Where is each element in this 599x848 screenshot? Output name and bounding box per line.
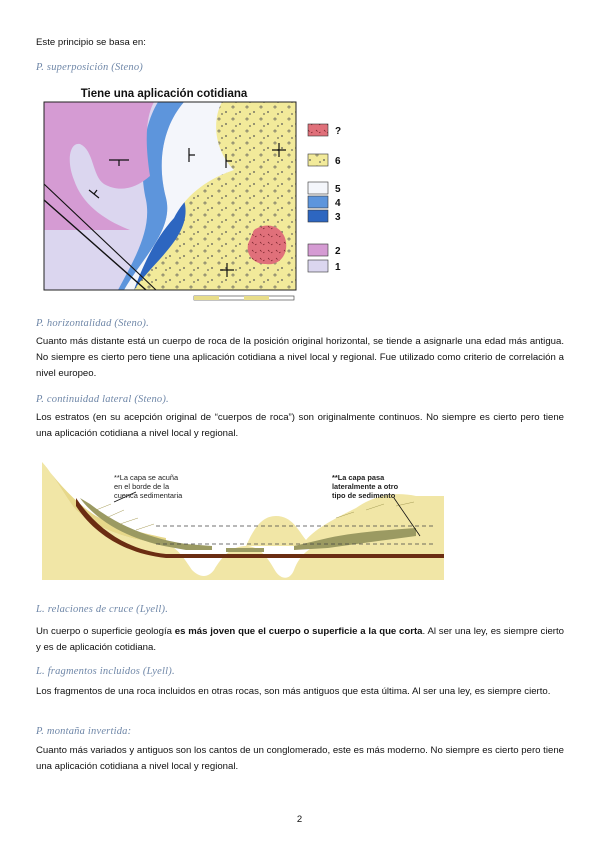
note-left-2: en el borde de la [114,482,170,491]
legend-label-6: 6 [335,156,341,167]
note-right-3: tipo de sedimento [332,491,396,500]
scale-bar [194,296,294,300]
legend-label-1: 1 [335,262,341,273]
intro-text: Este principio se basa en: [36,37,146,48]
legend-label-5: 5 [335,184,341,195]
figure1-title: Tiene una aplicación cotidiana [80,88,248,100]
note-right-1: **La capa pasa [332,473,385,482]
body-continuidad: Los estratos (en su acepción original de “cuerpos de roca”) son originalmente continuos. No siempre es cierto pero tiene una aplicación cotidiana a nivel local y regional. [36,412,564,439]
note-left-3: cuenca sedimentaria [114,491,183,500]
body-horizontalidad: Cuanto más distante está un cuerpo de roca de la posición original horizontal, se tiende a asignarle una edad más antigua. No siempre es cierto pero tiene una aplicación cotidiana a nivel local y regional. Fue utilizado como criterio de correlación a nivel europeo. [36,336,564,379]
body-cruce-end: . Al ser una ley, es siempre cierto y es de aplicación cotidiana. [36,626,564,653]
page-number: 2 [296,814,303,825]
heading-superposicion: P. superposición (Steno) [36,62,143,73]
body-cruce [36,624,564,656]
note-left-1: **La capa se acuña [114,473,179,482]
legend-label-q: ? [335,126,342,137]
note-right-2: lateralmente a otro [332,482,399,491]
body-cruce-start: Un cuerpo o superficie geología [36,626,175,637]
heading-fragmentos: L. fragmentos incluidos (Lyell). [36,666,175,677]
body-montana: Cuanto más variados y antiguos son los cantos de un conglomerado, este es más moderno. No siempre es cierto pero tiene una aplicación cotidiana a nivel local y regional. [36,745,564,772]
legend-label-3: 3 [335,212,341,223]
body-cruce-bold: es más joven que el cuerpo o superficie a la que corta [174,626,423,637]
heading-cruce: L. relaciones de cruce (Lyell). [36,604,169,615]
heading-horizontalidad: P. horizontalidad (Steno). [36,318,149,329]
legend-label-4: 4 [335,198,341,209]
heading-continuidad: P. continuidad lateral (Steno). [36,394,169,405]
heading-montana: P. montaña invertida: [36,726,132,737]
legend-label-2: 2 [335,246,341,257]
geologic-map-figure [34,80,364,306]
map-legend [308,124,341,273]
body-fragmentos: Los fragmentos de una roca incluidos en otras rocas, son más antiguos que esta última. Al ser una ley, es siempre cierto. [36,686,551,697]
lateral-continuity-figure [36,458,450,584]
